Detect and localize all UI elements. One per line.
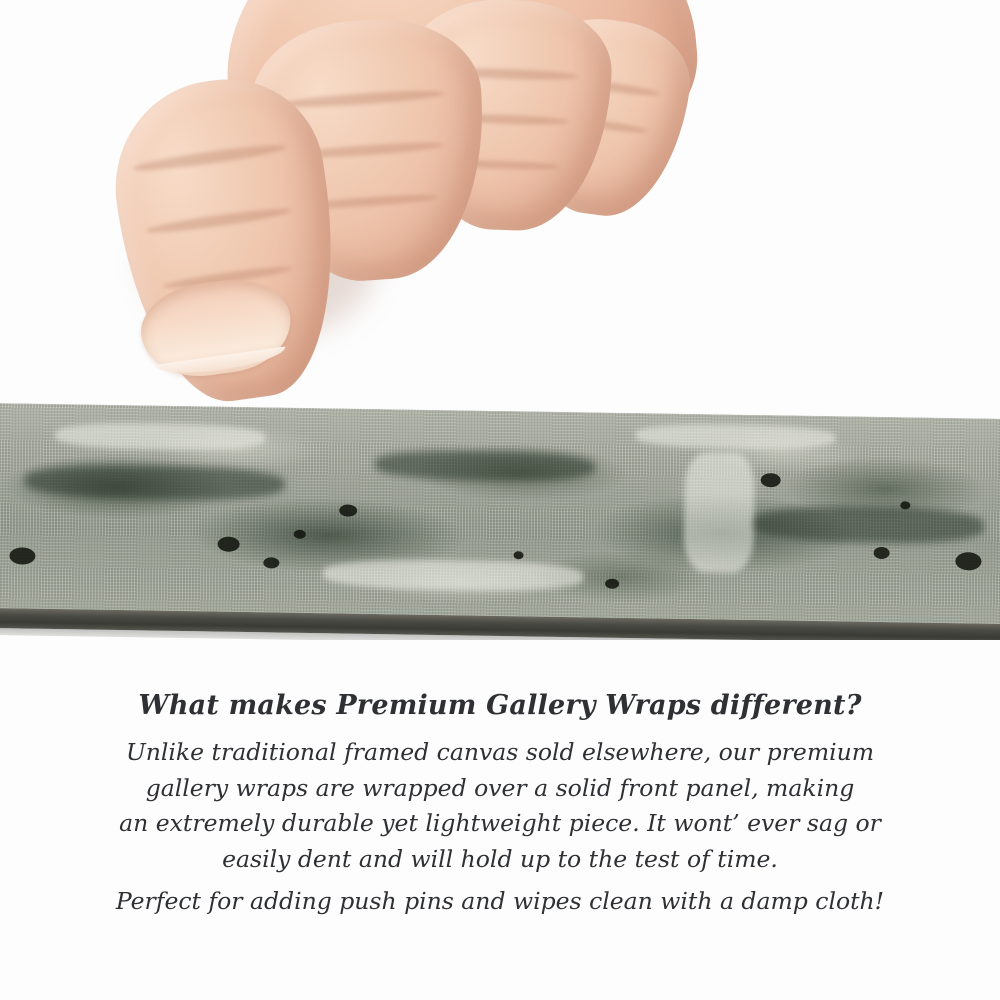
caption-title: What makes Premium Gallery Wraps different? (138, 690, 862, 721)
canvas-artwork-surface (0, 403, 1000, 624)
hand-icon (105, 0, 685, 430)
caption-line-4: easily dent and will hold up to the test of time. (222, 845, 778, 874)
canvas-wrap-strip (0, 403, 1000, 640)
caption-block (0, 690, 1000, 920)
caption-line-2: gallery wraps are wrapped over a solid front panel, making (145, 773, 855, 802)
caption-line-3: an extremely durable yet lightweight piece. It wont’ ever sag or (119, 809, 881, 838)
caption-body (0, 735, 1000, 920)
caption-line-1: Unlike traditional framed canvas sold elsewhere, our premium (125, 738, 875, 766)
caption-line-5: Perfect for adding push pins and wipes clean with a damp cloth! (115, 886, 885, 915)
